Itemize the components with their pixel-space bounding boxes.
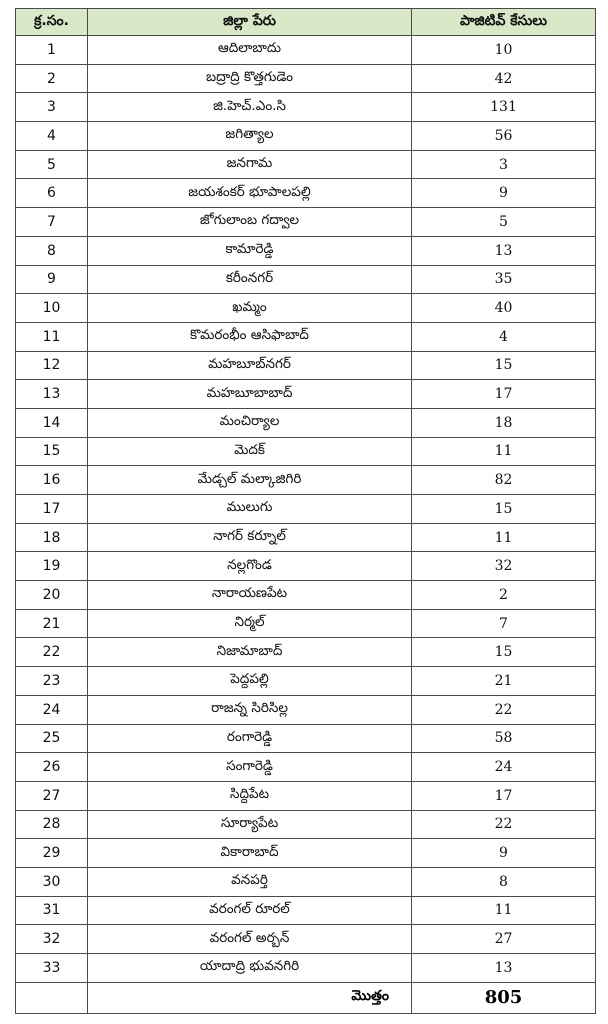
table-header-row [16,9,596,36]
district-name-cell: వరంగల్ అర్బన్ [88,925,412,954]
district-name-cell: మెదక్ [88,437,412,466]
serial-number-cell: 20 [16,581,88,610]
serial-number-cell: 8 [16,236,88,265]
district-cases-table [15,8,596,1014]
serial-number-cell: 2 [16,64,88,93]
district-name-cell: సిద్దిపేట [88,781,412,810]
serial-number-cell: 24 [16,695,88,724]
serial-number-cell: 3 [16,93,88,122]
positive-cases-cell: 3 [412,150,596,179]
district-name-cell: కరీంనగర్ [88,265,412,294]
positive-cases-cell: 11 [412,523,596,552]
table-row [16,781,596,810]
table-row [16,581,596,610]
total-value: 805 [412,982,596,1013]
serial-number-cell: 4 [16,122,88,151]
serial-number-cell: 31 [16,896,88,925]
serial-number-cell: 14 [16,408,88,437]
table-row [16,179,596,208]
district-name-cell: కొమరంభీం ఆసిఫాబాద్ [88,322,412,351]
table-row [16,724,596,753]
positive-cases-cell: 10 [412,36,596,65]
positive-cases-cell: 24 [412,753,596,782]
table-row [16,150,596,179]
header-serial-number: క్ర.సం. [16,9,88,36]
table-row [16,839,596,868]
table-row [16,925,596,954]
positive-cases-cell: 9 [412,179,596,208]
table-row [16,351,596,380]
positive-cases-cell: 22 [412,810,596,839]
positive-cases-cell: 21 [412,667,596,696]
district-name-cell: మేడ్చల్ మల్కాజిగిరి [88,466,412,495]
district-name-cell: నిర్మల్ [88,609,412,638]
table-row [16,609,596,638]
table-row [16,93,596,122]
district-name-cell: యాదాద్రి భువనగిరి [88,954,412,983]
positive-cases-cell: 17 [412,781,596,810]
header-district-name: జిల్లా పేరు [88,9,412,36]
positive-cases-cell: 15 [412,351,596,380]
positive-cases-cell: 13 [412,236,596,265]
positive-cases-cell: 35 [412,265,596,294]
serial-number-cell: 27 [16,781,88,810]
district-name-cell: నారాయణపేట [88,581,412,610]
serial-number-cell: 15 [16,437,88,466]
serial-number-cell: 30 [16,867,88,896]
district-name-cell: జయశంకర్ భూపాలపల్లి [88,179,412,208]
serial-number-cell: 12 [16,351,88,380]
serial-number-cell: 17 [16,495,88,524]
table-row [16,466,596,495]
serial-number-cell: 11 [16,322,88,351]
positive-cases-cell: 15 [412,495,596,524]
positive-cases-cell: 27 [412,925,596,954]
serial-number-cell: 16 [16,466,88,495]
serial-number-cell: 23 [16,667,88,696]
total-row [16,982,596,1013]
district-name-cell: మహబూబ్‌నగర్ [88,351,412,380]
positive-cases-cell: 18 [412,408,596,437]
table-row [16,294,596,323]
district-name-cell: పెద్దపల్లి [88,667,412,696]
serial-number-cell: 19 [16,552,88,581]
serial-number-cell: 32 [16,925,88,954]
positive-cases-cell: 82 [412,466,596,495]
positive-cases-cell: 17 [412,380,596,409]
table-row [16,896,596,925]
table-row [16,36,596,65]
district-name-cell: వరంగల్ రూరల్ [88,896,412,925]
table-row [16,867,596,896]
serial-number-cell: 10 [16,294,88,323]
positive-cases-cell: 131 [412,93,596,122]
district-name-cell: సూర్యాపేట [88,810,412,839]
positive-cases-cell: 13 [412,954,596,983]
serial-number-cell: 33 [16,954,88,983]
cases-table-container [15,8,596,1014]
serial-number-cell: 9 [16,265,88,294]
table-row [16,695,596,724]
serial-number-cell: 21 [16,609,88,638]
table-row [16,954,596,983]
total-label: మొత్తం [88,982,412,1013]
district-name-cell: మంచిర్యాల [88,408,412,437]
positive-cases-cell: 7 [412,609,596,638]
positive-cases-cell: 42 [412,64,596,93]
district-name-cell: నిజామాబాద్ [88,638,412,667]
table-row [16,667,596,696]
serial-number-cell: 7 [16,208,88,237]
positive-cases-cell: 32 [412,552,596,581]
serial-number-cell: 6 [16,179,88,208]
district-name-cell: జి.హెచ్.ఎం.సి [88,93,412,122]
serial-number-cell: 28 [16,810,88,839]
table-row [16,437,596,466]
table-row [16,208,596,237]
serial-number-cell: 13 [16,380,88,409]
positive-cases-cell: 9 [412,839,596,868]
district-name-cell: వనపర్తి [88,867,412,896]
district-name-cell: సంగారెడ్డి [88,753,412,782]
district-name-cell: వికారాబాద్ [88,839,412,868]
table-row [16,753,596,782]
district-name-cell: రంగారెడ్డి [88,724,412,753]
table-row [16,64,596,93]
district-name-cell: మహబూబాబాద్ [88,380,412,409]
table-row [16,523,596,552]
table-row [16,236,596,265]
district-name-cell: ఖమ్మం [88,294,412,323]
table-row [16,810,596,839]
table-row [16,552,596,581]
district-name-cell: జనగామ [88,150,412,179]
district-name-cell: రాజన్న సిరిసిల్ల [88,695,412,724]
table-row [16,265,596,294]
table-row [16,408,596,437]
serial-number-cell: 29 [16,839,88,868]
district-name-cell: ఆదిలాబాదు [88,36,412,65]
positive-cases-cell: 2 [412,581,596,610]
positive-cases-cell: 56 [412,122,596,151]
district-name-cell: కామారెడ్డి [88,236,412,265]
serial-number-cell: 26 [16,753,88,782]
positive-cases-cell: 11 [412,437,596,466]
district-name-cell: నల్లగొండ [88,552,412,581]
district-name-cell: జగిత్యాల [88,122,412,151]
table-row [16,322,596,351]
positive-cases-cell: 58 [412,724,596,753]
serial-number-cell: 1 [16,36,88,65]
table-row [16,122,596,151]
positive-cases-cell: 11 [412,896,596,925]
table-row [16,495,596,524]
positive-cases-cell: 4 [412,322,596,351]
positive-cases-cell: 5 [412,208,596,237]
district-name-cell: నాగర్ కర్నూల్ [88,523,412,552]
positive-cases-cell: 15 [412,638,596,667]
serial-number-cell: 22 [16,638,88,667]
table-row [16,638,596,667]
district-name-cell: బద్రాద్రి కొత్తగుడెం [88,64,412,93]
header-positive-cases: పాజిటివ్ కేసులు [412,9,596,36]
district-name-cell: జోగులాంబ గద్వాల [88,208,412,237]
positive-cases-cell: 8 [412,867,596,896]
district-name-cell: ములుగు [88,495,412,524]
serial-number-cell: 18 [16,523,88,552]
total-empty-cell [16,982,88,1013]
table-body [16,36,596,983]
serial-number-cell: 5 [16,150,88,179]
positive-cases-cell: 22 [412,695,596,724]
table-row [16,380,596,409]
positive-cases-cell: 40 [412,294,596,323]
serial-number-cell: 25 [16,724,88,753]
